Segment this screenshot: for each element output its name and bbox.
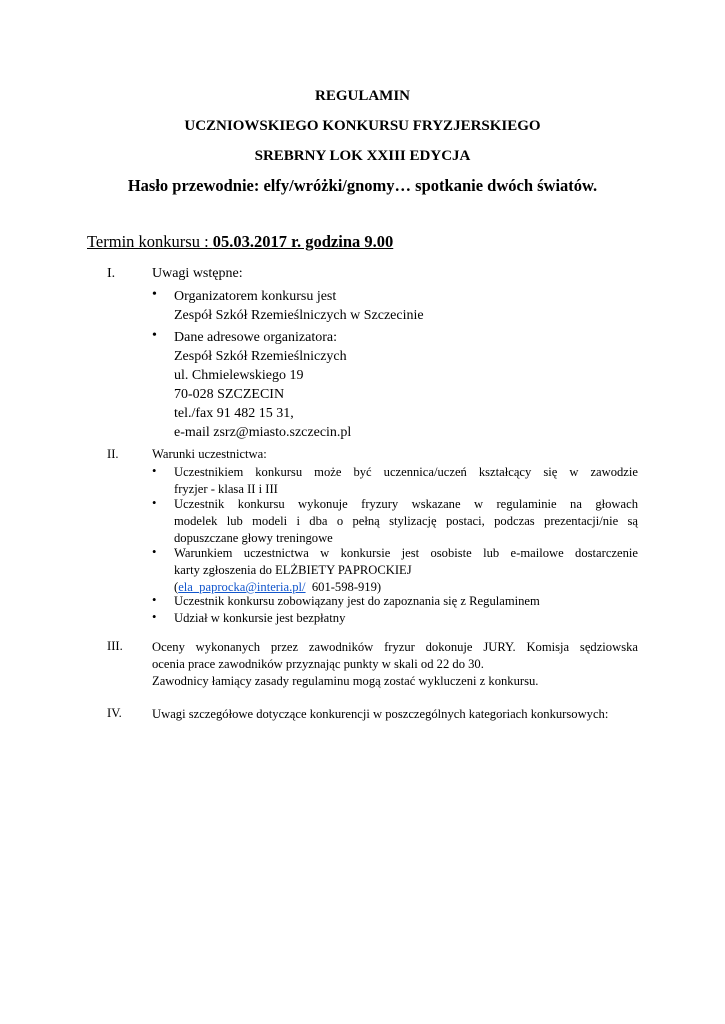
bullet-icon: • <box>152 496 157 510</box>
list-item: Organizatorem konkursu jest Zespół Szkół Rzemieślniczych w Szczecinie <box>174 289 424 323</box>
section-3-text: Oceny wykonanych przez zawodników fryzur dokonuje JURY. Komisja sędziowska ocenia prace zawodników przyznając punkty w skali od 22 do 30. Zawodnicy łamiący zasady regulaminu mogą zostać wykluczeni z konkursu. <box>152 640 638 688</box>
bullet-icon: • <box>152 464 157 478</box>
section-1-number: I. <box>107 266 116 281</box>
bullet-icon: • <box>152 610 157 624</box>
list-item: Dane adresowe organizatora: Zespół Szkół Rzemieślniczych ul. Chmielewskiego 19 70-028 SZCZECIN tel./fax 91 482 15 31, e-mail zsrz@miasto.szczecin.pl <box>174 330 352 440</box>
section-2-title: Warunki uczestnictwa: <box>152 447 267 461</box>
bullet-icon: • <box>152 545 157 559</box>
section-4-number: IV. <box>107 706 122 720</box>
section-4-text: Uwagi szczegółowe dotyczące konkurencji w poszczególnych kategoriach konkursowych: <box>152 707 609 721</box>
phone-number: 601-598-919) <box>305 580 382 594</box>
doc-subtitle: UCZNIOWSKIEGO KONKURSU FRYZJERSKIEGO <box>184 118 541 134</box>
email-link[interactable]: ela_paprocka@interia.pl/ <box>178 580 306 594</box>
bullet-icon: • <box>152 328 157 343</box>
bullet-icon: • <box>152 287 157 302</box>
doc-slogan: Hasło przewodnie: elfy/wróżki/gnomy… spotkanie dwóch światów. <box>127 176 598 195</box>
section-3-number: III. <box>107 639 123 653</box>
contest-date-label: Termin konkursu : <box>87 232 213 251</box>
doc-title: REGULAMIN <box>314 88 410 104</box>
section-2-number: II. <box>107 447 119 461</box>
list-item: Uczestnikiem konkursu może być uczennica/uczeń kształcący się w zawodzie fryzjer - klasa II i III <box>174 465 638 496</box>
contest-date-line <box>87 232 393 252</box>
list-item: Warunkiem uczestnictwa w konkursie jest osobiste lub e-mailowe dostarczenie karty zgłoszenia do ELŻBIETY PAPROCKIEJ (ela_paprocka@interia.pl/ 601-598-919) <box>174 546 638 594</box>
section-1-title: Uwagi wstępne: <box>152 266 243 281</box>
list-item: Uczestnik konkursu zobowiązany jest do zapoznania się z Regulaminem <box>174 594 540 608</box>
bullet-icon: • <box>152 593 157 607</box>
doc-edition: SREBRNY LOK XXIII EDYCJA <box>254 148 471 164</box>
list-item: Udział w konkursie jest bezpłatny <box>174 611 346 625</box>
list-item: Uczestnik konkursu wykonuje fryzury wskazane w regulaminie na głowach modelek lub modeli i dba o pełną stylizację postaci, podczas prezentacji/nie są dopuszczane głowy treningowe <box>174 497 638 545</box>
contest-date-value: 05.03.2017 r. godzina 9.00 <box>212 232 394 251</box>
